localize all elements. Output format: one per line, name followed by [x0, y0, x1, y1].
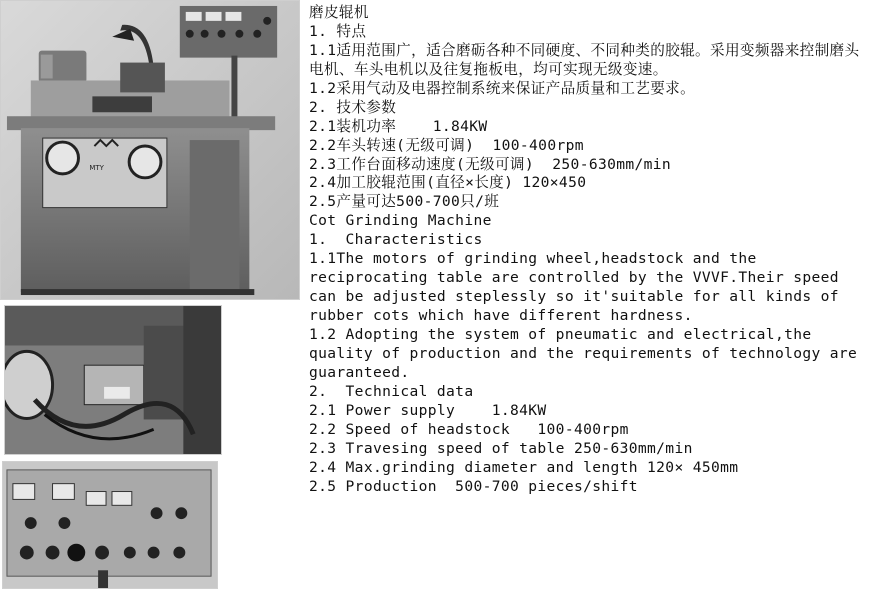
en-data-production: 2.5 Production 500-700 pieces/shift — [309, 477, 638, 495]
zh-data-speed: 2.2车头转速(无级可调) 100-400rpm — [309, 136, 584, 154]
control-panel-photo — [2, 461, 218, 589]
en-paragraph-1-1: 1.1The motors of grinding wheel,headstock and the reciprocating table are controlled by the VVVF.Their speed can be adjusted steplessly so it'suitable for all kinds of rubber cots which have different hardness. — [309, 250, 839, 325]
en-paragraph-1-2: 1.2 Adopting the system of pneumatic and electrical,the quality of production and the requirements of technology are guaranteed. — [309, 326, 858, 381]
zh-title: 磨皮辊机 — [309, 4, 369, 21]
spec-text — [309, 4, 871, 497]
zh-paragraph-1-1: 1.1适用范围广，适合磨砺各种不同硬度、不同种类的胶辊。采用变频器来控制磨头电机、车头电机以及往复拖板电，均可实现无级变速。 — [309, 41, 860, 78]
zh-data-output: 2.5产量可达500-700只/班 — [309, 193, 500, 211]
detail-photo — [4, 305, 222, 455]
en-data-speed: 2.2 Speed of headstock 100-400rpm — [309, 420, 629, 438]
en-data-table-speed: 2.3 Travesing speed of table 250-630mm/min — [309, 439, 693, 457]
zh-data-table-speed: 2.3工作台面移动速度(无级可调) 250-630mm/min — [309, 155, 672, 173]
en-section-characteristics: 1. Characteristics — [309, 231, 483, 249]
zh-paragraph-1-2: 1.2采用气动及电器控制系统来保证产品质量和工艺要求。 — [309, 79, 696, 97]
zh-data-power: 2.1装机功率 1.84KW — [309, 117, 488, 135]
en-title: Cot Grinding Machine — [309, 212, 492, 230]
machine-photo — [0, 0, 300, 300]
machine-badge: MTY — [89, 163, 104, 172]
en-data-power: 2.1 Power supply 1.84KW — [309, 401, 547, 419]
zh-section-technical: 2. 技术参数 — [309, 98, 397, 116]
en-section-technical: 2. Technical data — [309, 382, 474, 400]
en-data-max-diameter: 2.4 Max.grinding diameter and length 120× 450mm — [309, 458, 739, 476]
zh-data-range: 2.4加工胶辊范围(直径×长度) 120×450 — [309, 174, 587, 192]
zh-section-characteristics: 1. 特点 — [309, 22, 367, 40]
